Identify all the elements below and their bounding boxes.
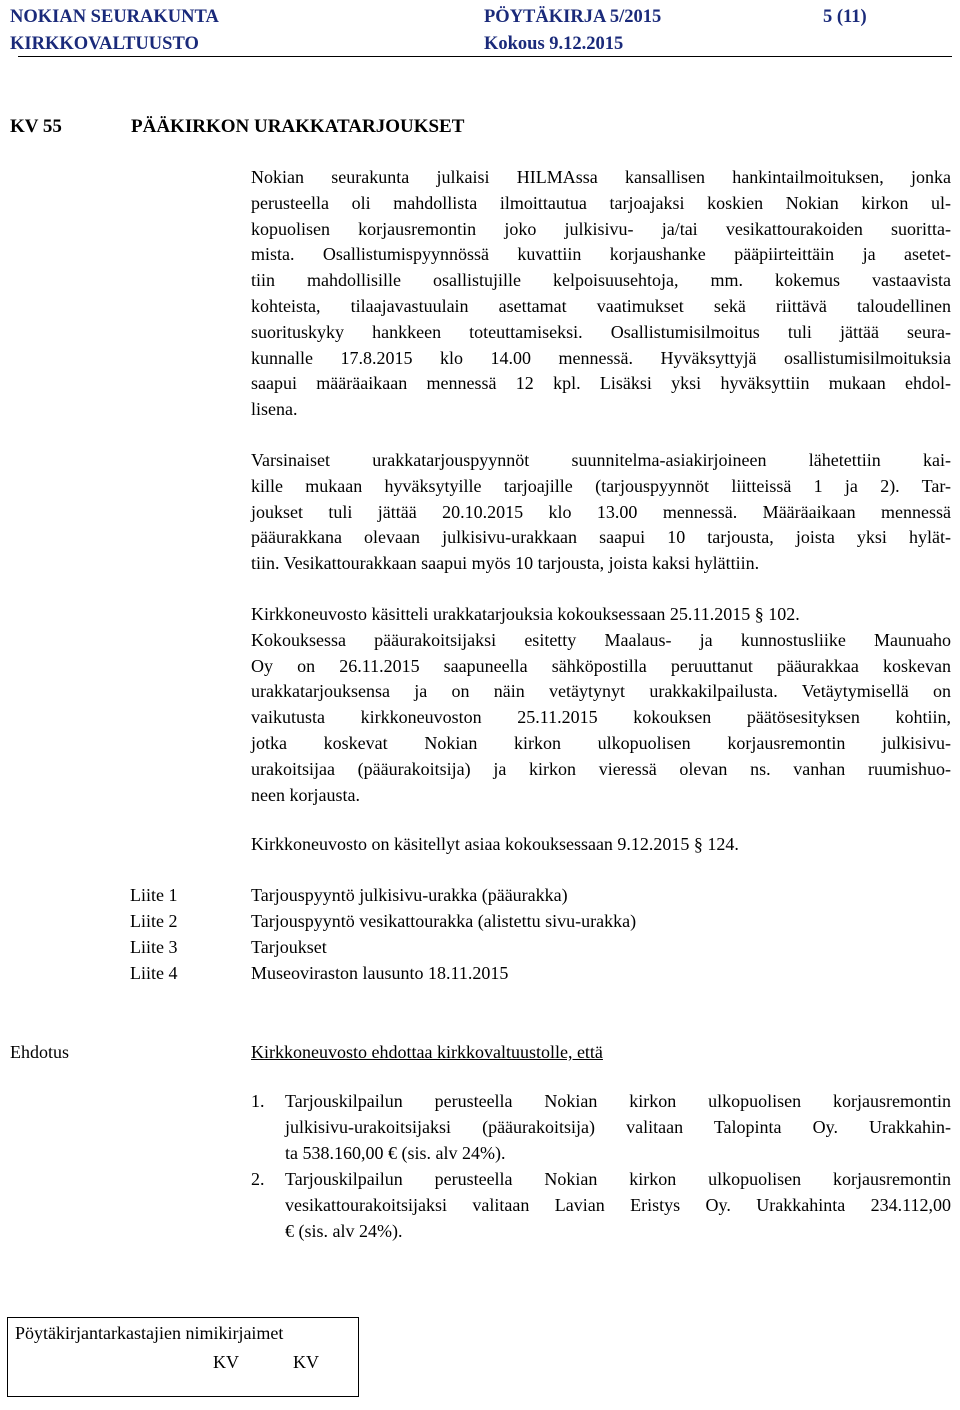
proposal-item xyxy=(251,1166,951,1244)
paragraph-line: tiin. Vesikattourakkaan saapui myös 10 tarjousta, joista kaksi hylättiin. xyxy=(251,553,760,574)
proposal-item-text xyxy=(285,1166,951,1244)
paragraph-line: kille mukaan hyväksytyille tarjoajille (tarjouspyynnöt liitteissä 1 ja 2). Tar- xyxy=(251,475,951,496)
paragraph-4 xyxy=(251,832,951,858)
attachment-item xyxy=(130,934,636,960)
header-org-name: NOKIAN SEURAKUNTA xyxy=(10,7,219,27)
paragraph-line: suorituskyky hankkeen toteuttamiseksi. Osallistumisilmoitus tuli jättää seura- xyxy=(251,321,951,342)
proposal-item-text xyxy=(285,1088,951,1166)
proposal-line: julkisivu-urakoitsijaksi (pääurakoitsija) valitaan Talopinta Oy. Urakkahin- xyxy=(285,1117,951,1137)
paragraph-line: kopuolisen korjausremontin joko julkisivu- ja/tai vesikattourakoiden suoritta- xyxy=(251,218,951,239)
signature-initials-2: KV xyxy=(293,1352,319,1372)
signature-box xyxy=(7,1317,359,1397)
section-number: KV 55 xyxy=(10,116,62,137)
attachment-item xyxy=(130,882,636,908)
paragraph-line: Varsinaiset urakkatarjouspyynnöt suunnitelma-asiakirjoineen lähetettiin kai- xyxy=(251,450,951,470)
proposal-heading: Kirkkoneuvosto ehdottaa kirkkovaltuustolle, että xyxy=(251,1042,603,1062)
proposal-line: Tarjouskilpailun perusteella Nokian kirkon ulkopuolisen korjausremontin xyxy=(285,1169,951,1189)
paragraph-line: Oy on 26.11.2015 saapuneella sähköpostilla peruuttanut pääurakkaa koskevan xyxy=(251,655,951,676)
section-title: PÄÄKIRKON URAKKATARJOUKSET xyxy=(131,116,465,137)
paragraph-line: perusteella oli mahdollista ilmoittautua tarjoajaksi koskien Nokian kirkon ul- xyxy=(251,192,951,213)
paragraph-line: mista. Osallistumispyynnössä kuvattiin korjaushanke pääpiirteittäin ja asetet- xyxy=(251,244,951,265)
header-org-body: KIRKKOVALTUUSTO xyxy=(10,34,199,54)
attachments-list xyxy=(130,882,636,986)
paragraph-line: Kokouksessa pääurakoitsijaksi esitetty Maalaus- ja kunnostusliike Maunuaho xyxy=(251,629,951,650)
header-doc-number: PÖYTÄKIRJA 5/2015 xyxy=(484,7,662,27)
paragraph-line: kunnalle 17.8.2015 klo 14.00 mennessä. Hyväksyttyjä osallistumisilmoituksia xyxy=(251,347,951,368)
header-org xyxy=(10,4,219,58)
paragraph-line: Kirkkoneuvosto käsitteli urakkatarjouksia kokouksessaan 25.11.2015 § 102. xyxy=(251,604,800,624)
header-doc xyxy=(484,4,661,58)
paragraph-line: Nokian seurakunta julkaisi HILMAssa kansallisen hankintailmoituksen, jonka xyxy=(251,167,951,187)
paragraph-3 xyxy=(251,602,951,808)
paragraph-line: jotka koskevat Nokian kirkon ulkopuolisen korjausremontin julkisivu- xyxy=(251,732,951,753)
paragraph-2 xyxy=(251,448,951,577)
attachment-title: Tarjouspyyntö vesikattourakka (alistettu sivu-urakka) xyxy=(251,911,637,931)
paragraph-line: lisena. xyxy=(251,399,298,420)
proposal-label: Ehdotus xyxy=(10,1042,70,1062)
attachment-label: Liite 4 xyxy=(130,963,178,983)
paragraph-1 xyxy=(251,165,951,423)
proposal-line: ta 538.160,00 € (sis. alv 24%). xyxy=(285,1143,506,1163)
paragraph-line: Kirkkoneuvosto on käsitellyt asiaa kokouksessaan 9.12.2015 § 124. xyxy=(251,834,739,854)
header-meeting-date: Kokous 9.12.2015 xyxy=(484,34,624,54)
proposal-line: € (sis. alv 24%). xyxy=(285,1221,403,1241)
paragraph-line: saapui määräaikaan mennessä 12 kpl. Lisäksi yksi hyväksyttiin mukaan ehdol- xyxy=(251,373,951,394)
paragraph-line: vaikutusta kirkkoneuvoston 25.11.2015 kokouksen päätösesityksen kohtiin, xyxy=(251,707,951,728)
header-page-number: 5 (11) xyxy=(823,7,867,27)
proposal-list xyxy=(251,1088,951,1244)
proposal-line: Tarjouskilpailun perusteella Nokian kirkon ulkopuolisen korjausremontin xyxy=(285,1091,951,1111)
paragraph-line: joukset tuli jättää 20.10.2015 klo 13.00 mennessä. Määräaikaan mennessä xyxy=(251,501,951,522)
attachment-label: Liite 3 xyxy=(130,937,178,957)
header-divider xyxy=(18,56,952,57)
attachment-label: Liite 2 xyxy=(130,911,178,931)
paragraph-line: neen korjausta. xyxy=(251,784,360,805)
paragraph-line: pääurakkana olevaan julkisivu-urakkaan saapui 10 tarjousta, joista yksi hylät- xyxy=(251,527,951,548)
signature-initials-1: KV xyxy=(213,1352,239,1372)
attachment-item xyxy=(130,960,636,986)
attachment-title: Tarjoukset xyxy=(251,937,327,957)
paragraph-line: tiin mahdollisille osallistujille kelpoisuusehtoja, mm. kokemus vastaavista xyxy=(251,270,951,291)
paragraph-line: kohteista, tilaajavastuulain asettamat vaatimukset sekä riittävä taloudellinen xyxy=(251,295,951,316)
paragraph-line: urakoitsijaa (pääurakoitsija) ja kirkon vieressä olevan ns. vanhan ruumishuo- xyxy=(251,758,951,779)
attachment-label: Liite 1 xyxy=(130,885,178,905)
paragraph-line: urakkatarjouksensa ja on näin vetäytynyt urakkakilpailusta. Vetäytymisellä on xyxy=(251,681,951,702)
attachment-title: Museoviraston lausunto 18.11.2015 xyxy=(251,963,509,983)
attachment-item xyxy=(130,908,636,934)
proposal-line: vesikattourakoitsijaksi valitaan Lavian Eristys Oy. Urakkahinta 234.112,00 xyxy=(285,1195,951,1215)
attachment-title: Tarjouspyyntö julkisivu-urakka (pääurakka) xyxy=(251,885,568,905)
proposal-item-number: 1. xyxy=(251,1091,265,1111)
proposal-item-number: 2. xyxy=(251,1169,265,1189)
signature-label: Pöytäkirjantarkastajien nimikirjaimet xyxy=(15,1323,284,1343)
proposal-item xyxy=(251,1088,951,1166)
